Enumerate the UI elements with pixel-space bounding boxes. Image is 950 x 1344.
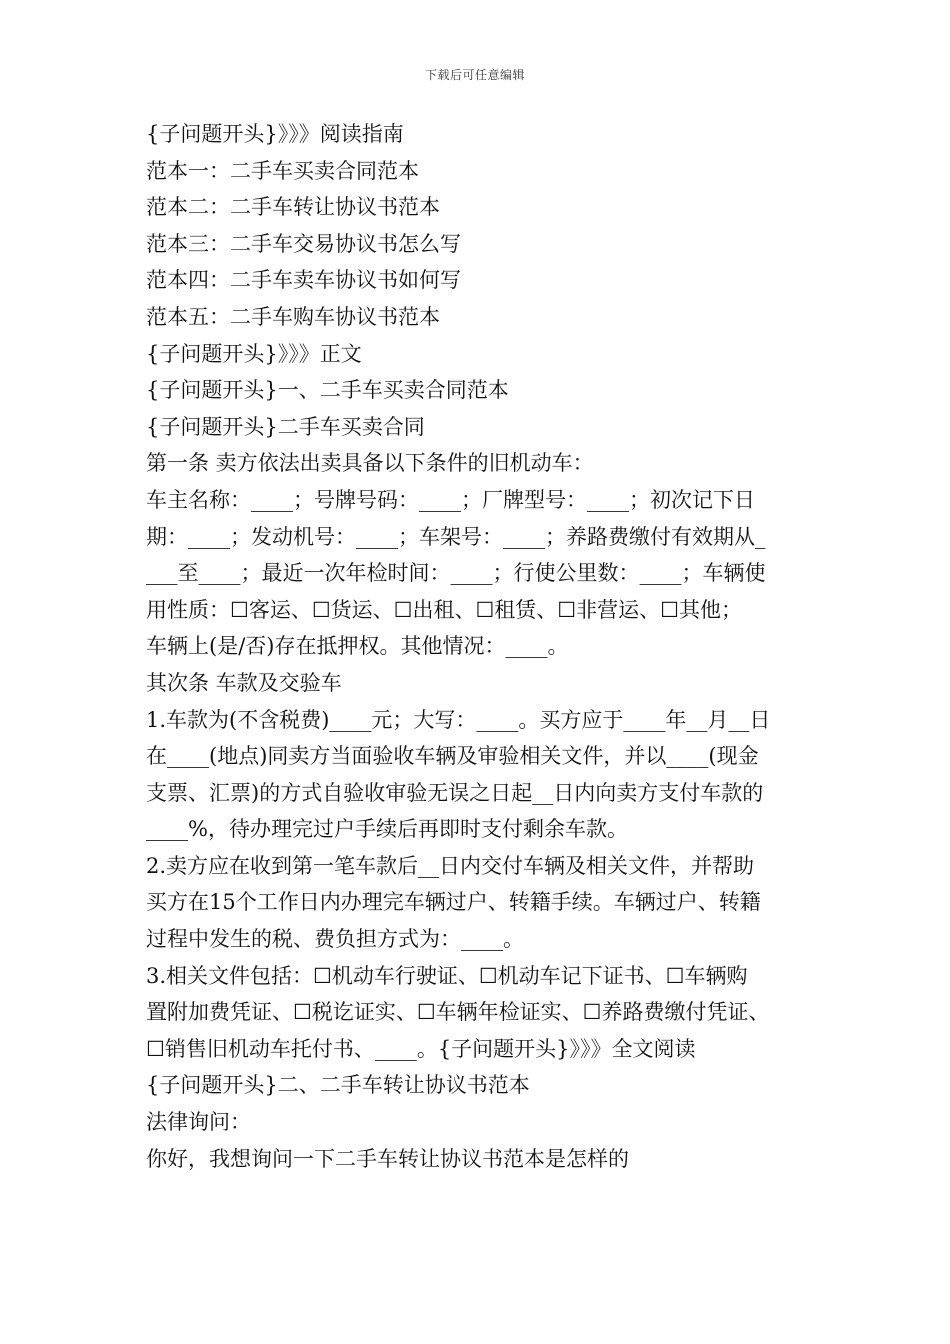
text-line: ___至____；最近一次年检时间：____；行使公里数：____；车辆使 xyxy=(146,561,766,586)
text-line-guide-heading: {子问题开头}》》》阅读指南 xyxy=(146,122,404,146)
text-line-body-heading: {子问题开头}》》》正文 xyxy=(146,341,362,366)
text-line: 车主名称：____；号牌号码：____；厂牌型号：____；初次记下日 xyxy=(146,487,755,512)
text-line: 置附加费凭证、☐税讫证实、☐车辆年检证实、☐养路费缴付凭证、 xyxy=(146,1000,770,1025)
text-line: 支票、汇票)的方式自验收审验无误之日起__日内向卖方支付车款的 xyxy=(146,780,764,805)
text-line-article-2: 其次条 车款及交验车 xyxy=(146,670,342,695)
text-line-sample-1: 范本一：二手车买卖合同范本 xyxy=(146,158,419,183)
text-line: 2.卖方应在收到第一笔车款后__日内交付车辆及相关文件，并帮助 xyxy=(146,853,755,878)
text-line: 买方在15个工作日内办理完车辆过户、转籍手续。车辆过户、转籍 xyxy=(146,890,761,915)
text-line: 过程中发生的税、费负担方式为：____。 xyxy=(146,927,524,952)
text-line: ____%，待办理完过户手续后再即时支付剩余车款。 xyxy=(146,817,628,842)
text-line: 用性质：☐客运、☐货运、☐出租、☐租赁、☐非营运、☐其他； xyxy=(146,597,742,622)
page-header: 下载后可任意编辑 xyxy=(424,68,525,82)
text-line: 车辆上(是/否)存在抵押权。其他情况：____。 xyxy=(146,634,569,659)
text-line: ☐销售旧机动车托付书、____。{子问题开头}》》》全文阅读 xyxy=(146,1036,696,1061)
text-line: 期：____；发动机号：____；车架号：____；养路费缴付有效期从_ xyxy=(146,524,766,549)
text-line-sample-2: 范本二：二手车转让协议书范本 xyxy=(146,195,440,220)
text-line-contract-title: {子问题开头}二手车买卖合同 xyxy=(146,414,425,439)
text-line: 在____(地点)同卖方当面验收车辆及审验相关文件，并以____(现金 xyxy=(146,744,759,769)
text-line: 3.相关文件包括：☐机动车行驶证、☐机动车记下证书、☐车辆购 xyxy=(146,963,748,988)
text-line-sample-4: 范本四：二手车卖车协议书如何写 xyxy=(146,268,461,293)
text-line-section-1-heading: {子问题开头}一、二手车买卖合同范本 xyxy=(146,378,509,403)
text-line: 1.车款为(不含税费)____元；大写：____。买方应于____年__月__日 xyxy=(146,707,771,732)
text-line-article-1: 第一条 卖方依法出卖具备以下条件的旧机动车： xyxy=(146,451,594,476)
text-line: 你好，我想询问一下二手车转让协议书范本是怎样的 xyxy=(146,1146,629,1171)
text-line-section-2-heading: {子问题开头}二、二手车转让协议书范本 xyxy=(146,1073,530,1098)
document-body xyxy=(146,116,811,1177)
text-line-sample-5: 范本五：二手车购车协议书范本 xyxy=(146,304,440,329)
text-line-legal-inquiry: 法律询问： xyxy=(146,1110,251,1135)
text-line-sample-3: 范本三：二手车交易协议书怎么写 xyxy=(146,231,461,256)
